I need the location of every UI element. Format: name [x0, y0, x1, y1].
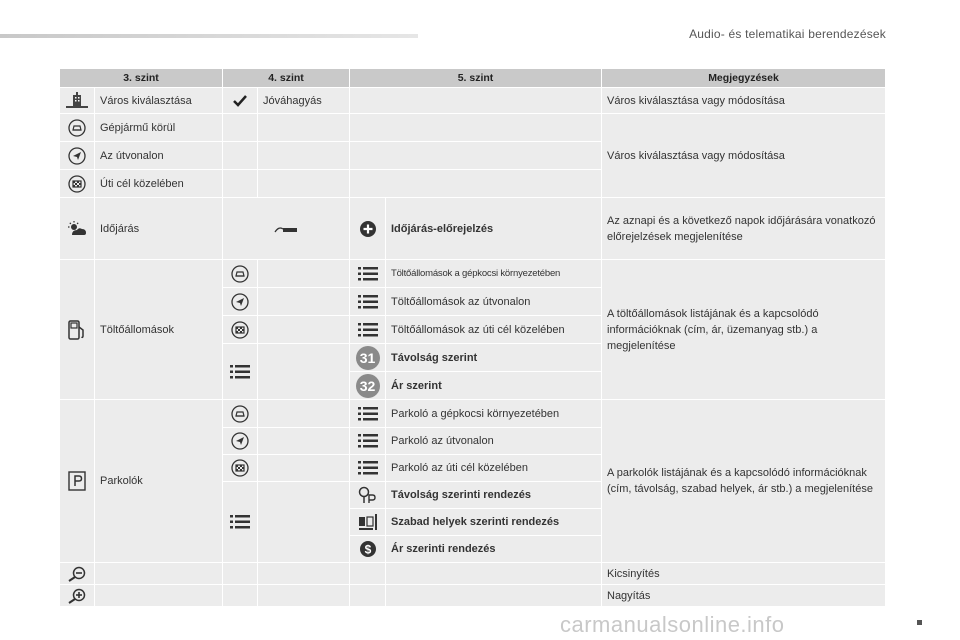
sort-price-label[interactable]: Ár szerint: [386, 372, 602, 400]
list-icon: [223, 344, 258, 400]
zoom-out-icon: [60, 563, 95, 585]
col-header-level3: 3. szint: [60, 69, 223, 88]
city-select-label[interactable]: Város kiválasztása: [95, 88, 223, 114]
list-icon: [223, 482, 258, 563]
list-icon: [350, 316, 386, 344]
destination-icon: [60, 170, 95, 198]
watermark: carmanualsonline.info: [560, 612, 785, 637]
stations-note: A töltőállomások listájának és a kapcsolódó információknak (cím, ár, üzemanyag stb.) a megjelenítése: [602, 260, 886, 400]
sort-distance-label[interactable]: Távolság szerint: [386, 344, 602, 372]
group-note: Város kiválasztása vagy módosítása: [602, 114, 886, 198]
table-row: [60, 198, 886, 260]
destination-icon: [223, 316, 258, 344]
col-header-level4: 4. szint: [223, 69, 350, 88]
weather-label[interactable]: Időjárás: [95, 198, 223, 260]
table-header-row: [60, 69, 886, 88]
weather-slider-icon: [223, 198, 350, 260]
list-icon: [350, 260, 386, 288]
zoom-in-icon: [60, 585, 95, 607]
table-row: [60, 114, 886, 142]
weather-forecast-label[interactable]: Időjárás-előrejelzés: [386, 198, 602, 260]
confirm-label[interactable]: Jóváhagyás: [258, 88, 350, 114]
around-vehicle-label[interactable]: Gépjármű körül: [95, 114, 223, 142]
weather-note: Az aznapi és a következő napok időjárására vonatkozó előrejelzések megjelenítése: [602, 198, 886, 260]
parking-sort-free-label[interactable]: Szabad helyek szerinti rendezés: [386, 509, 602, 536]
free-spaces-icon: [350, 509, 386, 536]
vehicle-icon: [223, 400, 258, 428]
parking-icon: [60, 400, 95, 563]
table-row: [60, 260, 886, 288]
zoom-in-label[interactable]: Nagyítás: [602, 585, 886, 607]
table-row: [60, 563, 886, 585]
list-icon: [350, 455, 386, 482]
route-icon: [60, 142, 95, 170]
col-header-notes: Megjegyzések: [602, 69, 886, 88]
header-bar: [0, 34, 418, 38]
weather-icon: [60, 198, 95, 260]
list-icon: [350, 400, 386, 428]
table-row: [60, 400, 886, 428]
near-destination-label[interactable]: Úti cél közelében: [95, 170, 223, 198]
list-icon: [350, 428, 386, 455]
parking-vehicle-label[interactable]: Parkoló a gépkocsi környezetében: [386, 400, 602, 428]
check-icon: [223, 88, 258, 114]
badge-31: 31: [356, 346, 380, 370]
table-row: [60, 88, 886, 114]
menu-table: [59, 68, 886, 607]
price-icon: [350, 536, 386, 563]
city-note: Város kiválasztása vagy módosítása: [602, 88, 886, 114]
stations-vehicle-label[interactable]: Töltőállomások a gépkocsi környezetében: [386, 260, 602, 288]
page-header-title: Audio- és telematikai berendezések: [689, 27, 886, 41]
parking-distance-icon: [350, 482, 386, 509]
vehicle-icon: [60, 114, 95, 142]
zoom-out-label[interactable]: Kicsinyítés: [602, 563, 886, 585]
col-header-level5: 5. szint: [350, 69, 602, 88]
parking-sort-price-label[interactable]: Ár szerinti rendezés: [386, 536, 602, 563]
parking-destination-label[interactable]: Parkoló az úti cél közelében: [386, 455, 602, 482]
parking-route-label[interactable]: Parkoló az útvonalon: [386, 428, 602, 455]
parking-label[interactable]: Parkolók: [95, 400, 223, 563]
stations-label[interactable]: Töltőállomások: [95, 260, 223, 400]
route-icon: [223, 428, 258, 455]
stations-destination-label[interactable]: Töltőállomások az úti cél közelében: [386, 316, 602, 344]
parking-note: A parkolók listájának és a kapcsolódó információknak (cím, távolság, szabad helyek, ár stb.) a megjelenítése: [602, 400, 886, 563]
table-row: [60, 585, 886, 607]
forecast-plus-icon: [350, 198, 386, 260]
destination-icon: [223, 455, 258, 482]
fuel-station-icon: [60, 260, 95, 400]
vehicle-icon: [223, 260, 258, 288]
city-icon: [60, 88, 95, 114]
footer-marker: [917, 620, 922, 625]
badge-32: 32: [356, 374, 380, 398]
route-icon: [223, 288, 258, 316]
stations-route-label[interactable]: Töltőállomások az útvonalon: [386, 288, 602, 316]
on-route-label[interactable]: Az útvonalon: [95, 142, 223, 170]
parking-sort-distance-label[interactable]: Távolság szerinti rendezés: [386, 482, 602, 509]
list-icon: [350, 288, 386, 316]
svg-text:$: $: [364, 542, 371, 557]
